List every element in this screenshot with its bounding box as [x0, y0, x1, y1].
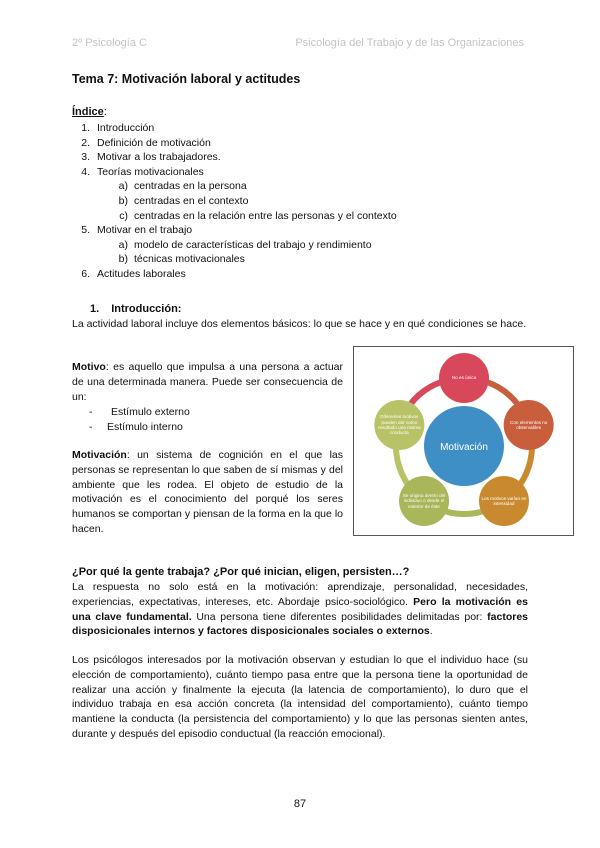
- motivo-paragraph: Motivo: es aquello que impulsa a una persona a actuar de una determinada manera. Puede ser consecuencia de un:: [72, 361, 343, 403]
- toc-item: [72, 238, 397, 253]
- table-of-contents: [72, 121, 397, 282]
- toc-item-label: Motivar en el trabajo: [97, 224, 193, 237]
- toc-item-number: b): [118, 253, 128, 266]
- toc-item: [72, 252, 397, 267]
- psicologos-paragraph: Los psicólogos interesados por la motivación observan y estudian lo que el individuo hace (su elección de comportamiento), cuánto tiempo pasa entre que la persona tiene la oportunidad de realizar una acción y finalmente la ejecuta (la latencia de comportamiento), lo duro que el individuo trabaja en esa acción concreta (la intensidad del comportamiento), cuánto tiempo mantiene la conducta (la persistencia del comportamiento) y lo que las personas sienten antes, durante y después del episodio conductual (la reacción emocional).: [72, 654, 528, 740]
- motivation-diagram: [353, 346, 574, 536]
- toc-item-number: 2.: [81, 136, 90, 149]
- toc-item-number: 5.: [81, 224, 90, 237]
- toc-item: [72, 223, 397, 238]
- list-item: - Estímulo externo: [89, 406, 190, 418]
- toc-item: [72, 165, 397, 180]
- toc-item-number: c): [119, 209, 128, 222]
- toc-item: [72, 150, 397, 165]
- toc-item-number: 4.: [81, 165, 90, 178]
- motivacion-paragraph: Motivación: un sistema de cognición en el que las personas se representan lo que saben de sí mismas y del ambiente que les rodea. El objeto de estudio de la motivación es el conocimiento del porqué los seres humanos se comportan y piensan de la forma en la que lo hacen.: [72, 449, 343, 535]
- toc-item-label: Actitudes laborales: [97, 267, 186, 280]
- intro-paragraph: La actividad laboral incluye dos elementos básicos: lo que se hace y en qué condiciones se hace.: [72, 318, 527, 330]
- diagram-node-label: Con elementos no observables: [510, 419, 548, 430]
- toc-item: [72, 267, 397, 282]
- question-heading: ¿Por qué la gente trabaja? ¿Por qué inician, eligen, persisten…?: [72, 566, 410, 578]
- toc-item-label: Teorías motivacionales: [97, 165, 204, 178]
- section-heading: 1. Introducción:: [90, 303, 182, 315]
- toc-item-label: centradas en el contexto: [134, 194, 249, 207]
- diagram-node-label: No es única: [451, 375, 477, 381]
- toc-item: [72, 194, 397, 209]
- toc-item-number: 6.: [81, 267, 90, 280]
- index-label: Índice:: [72, 106, 107, 118]
- toc-item-label: Definición de motivación: [97, 136, 211, 149]
- diagram-center-label: Motivación: [440, 442, 488, 453]
- diagram-node-label: Diferentes motivos pueden dar como resultado una misma conducta: [378, 414, 421, 436]
- toc-item-number: a): [118, 238, 128, 251]
- toc-item-label: centradas en la persona: [134, 180, 247, 193]
- toc-item-number: 1.: [81, 122, 90, 134]
- diagram-node-label: Se origina dentro del individuo o desde el exterior de éste: [402, 492, 446, 509]
- toc-item: [72, 209, 397, 224]
- toc-item-label: centradas en la relación entre las personas y el contexto: [134, 209, 397, 222]
- toc-item-label: modelo de características del trabajo y rendimiento: [134, 238, 372, 251]
- list-item: - Estímulo interno: [89, 420, 183, 433]
- page-title: Tema 7: Motivación laboral y actitudes: [72, 72, 301, 86]
- header-left: 2º Psicología C: [72, 37, 147, 49]
- toc-item: [72, 179, 397, 194]
- respuesta-paragraph: La respuesta no solo está en la motivación: aprendizaje, personalidad, necesidades, experiencias, expectativas, intereses, etc. Abordaje psico-sociológico. Pero la motivación es una clave fundamental. Una persona tiene diferentes posibilidades delimitadas por: factores disposicionales internos y factores disposicionales sociales o externos.: [72, 581, 528, 638]
- page-number: 87: [293, 798, 307, 810]
- diagram-node-label: Los motivos varían en intensidad: [481, 495, 527, 506]
- motivation-diagram-svg: [353, 346, 574, 536]
- motivo-bullets: [89, 405, 190, 435]
- toc-item-label: Motivar a los trabajadores.: [97, 151, 221, 164]
- toc-item: [72, 121, 397, 136]
- toc-item-label: Introducción: [97, 122, 155, 134]
- toc-item-number: b): [118, 194, 128, 207]
- toc-item: [72, 136, 397, 151]
- toc-item-number: 3.: [81, 151, 90, 164]
- toc-item-label: técnicas motivacionales: [134, 253, 245, 266]
- toc-item-number: a): [118, 180, 128, 193]
- header-right: Psicología del Trabajo y de las Organizaciones: [295, 37, 524, 49]
